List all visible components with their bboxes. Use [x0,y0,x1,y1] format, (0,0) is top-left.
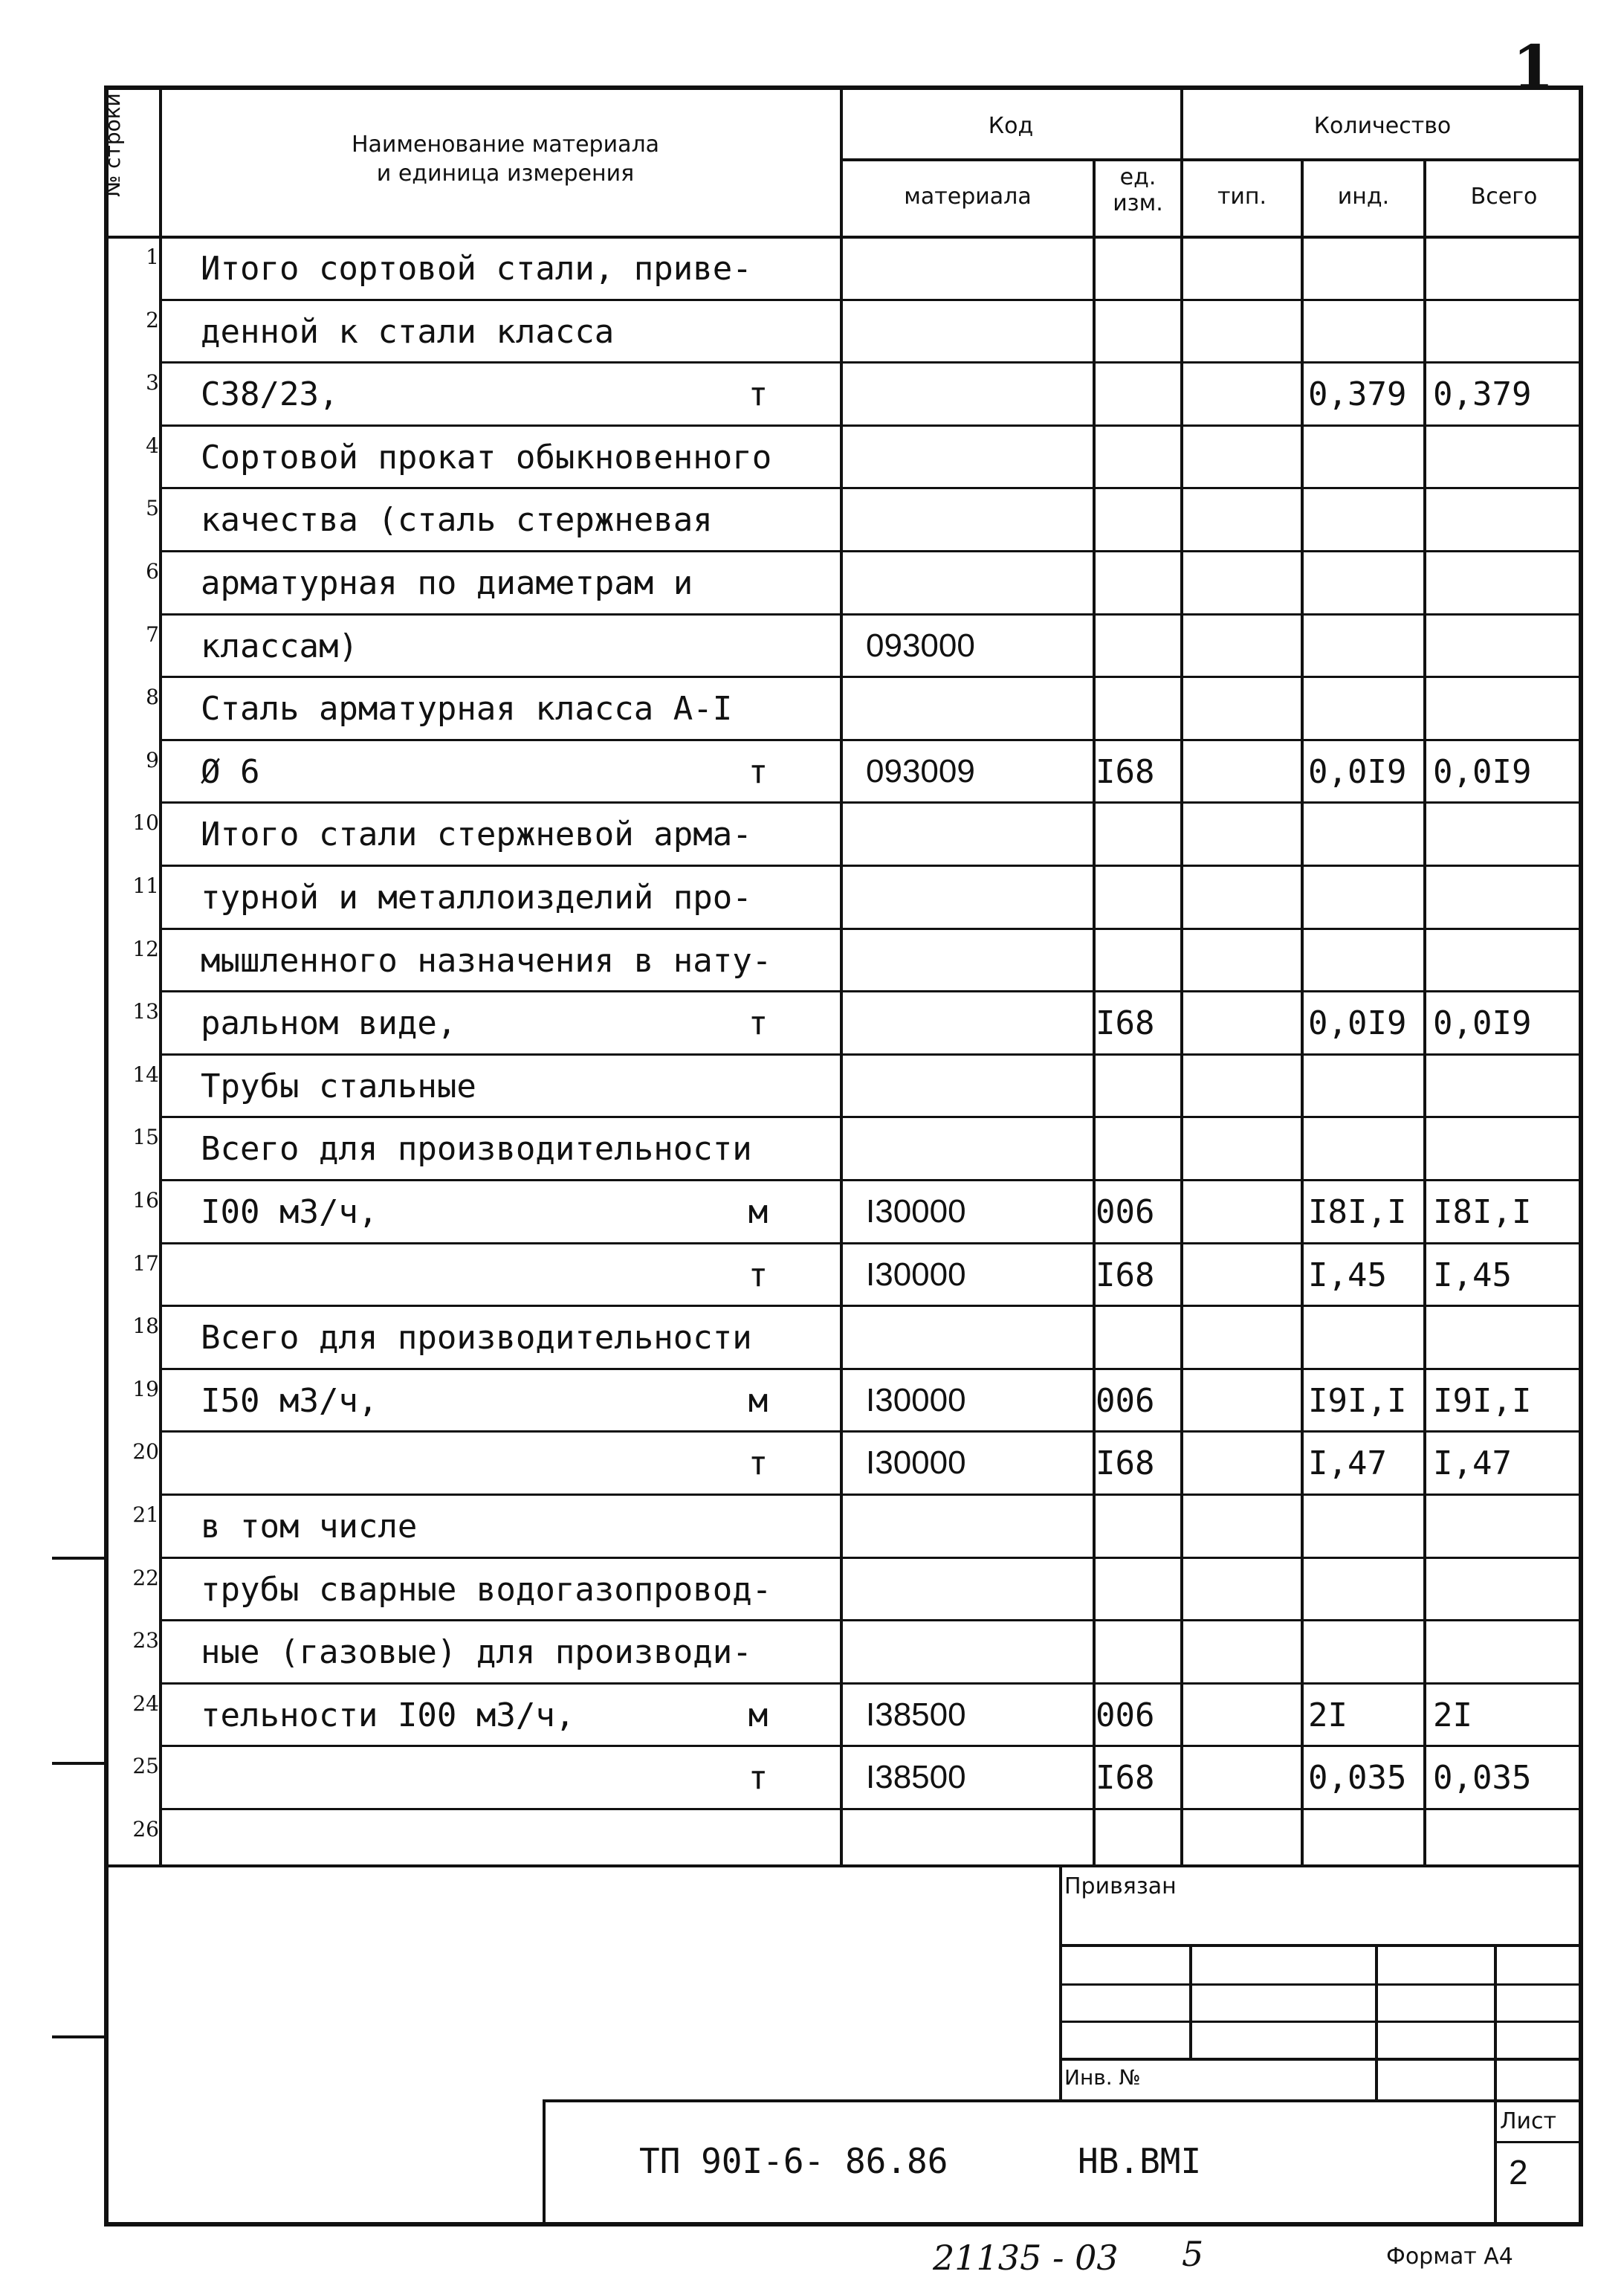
quantity-total [1433,1306,1582,1369]
material-name: Трубы стальные [201,1067,476,1105]
unit-code [1096,1306,1177,1369]
unit-code [1096,552,1177,614]
quantity-total [1433,1558,1582,1621]
material-name: денной к стали класса [201,312,615,351]
margin-tick-3 [52,2035,108,2038]
material-name: тельности I00 м3/ч, [201,1696,575,1734]
row-number: 7 [146,622,159,647]
quantity-individual: 0,035 [1308,1758,1407,1797]
unit-of-measure: т [748,375,769,413]
unit-of-measure [736,677,780,740]
unit-of-measure: т [748,752,769,791]
inventory-label: Инв. № [1064,2065,1141,2090]
col-line-typ [1301,160,1304,1866]
row-number: 4 [146,433,159,458]
material-name: качества (сталь стержневая [201,500,713,539]
footer-archive-number: 21135 - 03 [933,2238,1119,2278]
quantity-individual: I8I,I [1308,1192,1407,1231]
table-bottom-line [104,1864,1583,1867]
material-name: классам) [201,627,358,665]
quantity-individual: 0,0I9 [1308,1004,1407,1042]
quantity-total: I,45 [1433,1256,1512,1294]
page-corner-mark: 1 [1513,32,1554,102]
quantity-individual [1308,1621,1427,1683]
unit-code [1096,1809,1177,1872]
quantity-total: 0,035 [1433,1758,1532,1797]
quantity-total [1433,300,1582,363]
material-name [201,1432,810,1494]
stamp-sheet-line [1494,2141,1583,2143]
quantity-total [1433,929,1582,992]
unit-of-measure: т [748,1758,769,1797]
row-number: 22 [132,1566,159,1590]
stamp-doc-left [543,2099,546,2227]
material-code [866,237,1089,300]
quantity-individual [1308,1495,1427,1557]
material-name: Ø 6 [201,752,260,791]
unit-code [1096,677,1177,740]
row-number: 19 [132,1377,159,1401]
unit-code: 006 [1096,1192,1155,1231]
qty-ind-header: инд. [1337,184,1390,210]
code-group-header: Код [988,113,1034,139]
unit-of-measure [736,929,780,992]
material-name: Итого стали стержневой арма- [201,815,752,853]
material-name: мышленного назначения в нату- [201,941,772,980]
row-number: 21 [132,1502,159,1527]
unit-code [1096,1055,1177,1117]
quantity-total: I8I,I [1433,1192,1532,1231]
row-number: 25 [132,1754,159,1778]
quantity-individual: I,45 [1308,1256,1387,1294]
material-code [866,1809,1089,1872]
unit-code [1096,929,1177,992]
unit-of-measure [736,552,780,614]
quantity-individual [1308,1055,1427,1117]
material-code: I30000 [866,1444,966,1481]
quantity-individual [1308,488,1427,551]
stamp-line-1 [1059,1944,1583,1947]
quantity-total [1433,1055,1582,1117]
row-number: 26 [132,1817,159,1841]
unit-code [1096,1558,1177,1621]
unit-of-measure [736,866,780,929]
unit-code [1096,866,1177,929]
unit-of-measure [736,1306,780,1369]
stamp-col-3 [1494,1944,1497,2227]
material-code [866,1117,1089,1180]
unit-code [1096,426,1177,488]
material-code [866,677,1089,740]
material-code [866,426,1089,488]
quantity-individual: 2I [1308,1696,1348,1734]
quantity-total [1433,426,1582,488]
material-code [866,929,1089,992]
unit-code: 006 [1096,1381,1155,1420]
unit-of-measure [736,1117,780,1180]
material-code [866,803,1089,865]
document-suffix: НВ.ВМI [1078,2141,1202,2181]
quantity-individual [1308,677,1427,740]
row-number: 20 [132,1439,159,1464]
material-name [201,1809,810,1872]
unit-code [1096,363,1177,425]
margin-tick-1 [52,1557,108,1560]
code-material-header: материала [904,184,1032,210]
material-name: турной и металлоизделий про- [201,878,752,917]
material-code [866,992,1089,1054]
bound-label: Привязан [1064,1873,1177,1899]
col-line-rowno [159,85,162,1866]
unit-code: I68 [1096,752,1155,791]
unit-code [1096,1621,1177,1683]
unit-code: I68 [1096,1758,1155,1797]
unit-code [1096,1117,1177,1180]
quantity-total: 0,0I9 [1433,752,1532,791]
material-name: I00 м3/ч, [201,1192,378,1231]
material-code [866,1055,1089,1117]
material-code: I30000 [866,1382,966,1418]
quantity-individual [1308,1809,1427,1872]
quantity-total: 2I [1433,1696,1472,1734]
quantity-individual [1308,237,1427,300]
stamp-line-4 [1059,2058,1583,2061]
row-number: 17 [132,1251,159,1276]
material-name [201,1244,810,1306]
unit-code [1096,300,1177,363]
stamp-line-2 [1059,1983,1583,1986]
material-code [866,363,1089,425]
quantity-individual [1308,866,1427,929]
quantity-total [1433,803,1582,865]
unit-of-measure: т [748,1256,769,1294]
material-name: Итого сортовой стали, приве- [201,249,752,288]
material-code [866,1558,1089,1621]
unit-code: I68 [1096,1256,1155,1294]
unit-code [1096,803,1177,865]
unit-code: 006 [1096,1696,1155,1734]
row-number: 8 [146,685,159,709]
material-code: I38500 [866,1759,966,1795]
material-name: I50 м3/ч, [201,1381,378,1420]
stamp-col-2 [1375,1944,1378,2099]
quantity-individual [1308,1558,1427,1621]
unit-of-measure: м [748,1696,769,1734]
row-number: 10 [132,810,159,835]
row-number: 18 [132,1314,159,1338]
quantity-total: 0,379 [1433,375,1532,413]
material-name: арматурная по диаметрам и [201,564,693,602]
row-number: 3 [146,370,159,395]
row-number: 16 [132,1188,159,1212]
material-name: ральном виде, [201,1004,457,1042]
unit-of-measure: т [748,1004,769,1042]
unit-of-measure [736,1809,780,1872]
quantity-total [1433,866,1582,929]
material-code [866,300,1089,363]
quantity-total [1433,1117,1582,1180]
stamp-col-1 [1189,1944,1192,2058]
unit-of-measure [736,615,780,677]
unit-of-measure [736,803,780,865]
material-code: 093009 [866,753,975,789]
margin-tick-2 [52,1762,108,1765]
unit-of-measure [736,300,780,363]
quantity-individual [1308,615,1427,677]
material-name [201,1746,810,1809]
row-number: 24 [132,1691,159,1716]
row-number: 11 [132,874,159,898]
material-code [866,1306,1089,1369]
quantity-individual [1308,552,1427,614]
material-name: Всего для производительности [201,1129,752,1168]
quantity-total: I,47 [1433,1444,1512,1482]
stamp-line-5 [543,2099,1583,2102]
quantity-total [1433,488,1582,551]
material-code [866,1621,1089,1683]
sheet-number: 2 [1509,2153,1528,2192]
code-unit-header: ед. изм. [1113,164,1163,216]
quantity-total [1433,1621,1582,1683]
quantity-individual [1308,1306,1427,1369]
quantity-individual: 0,379 [1308,375,1407,413]
row-number-header: № строки [100,93,125,197]
col-line-name [840,85,843,1866]
quantity-group-header: Количество [1313,113,1452,139]
document-code: ТП 90I-6- 86.86 [639,2141,948,2181]
unit-of-measure [736,1055,780,1117]
quantity-total: 0,0I9 [1433,1004,1532,1042]
material-name: Всего для производительности [201,1318,752,1357]
quantity-individual: I9I,I [1308,1381,1407,1420]
unit-of-measure [736,1621,780,1683]
row-number: 13 [132,999,159,1024]
quantity-total [1433,677,1582,740]
row-number: 2 [146,308,159,332]
stamp-line-3 [1059,2021,1583,2023]
quantity-individual [1308,803,1427,865]
unit-code: I68 [1096,1444,1155,1482]
unit-of-measure [736,488,780,551]
material-code: I30000 [866,1256,966,1293]
row-number: 5 [146,496,159,520]
material-code: I30000 [866,1193,966,1230]
quantity-individual [1308,300,1427,363]
quantity-total [1433,1495,1582,1557]
row-number: 15 [132,1125,159,1149]
unit-of-measure: м [748,1192,769,1231]
material-name: ные (газовые) для производи- [201,1633,752,1671]
qty-typ-header: тип. [1217,184,1267,210]
quantity-total [1433,552,1582,614]
material-name: Сортовой прокат обыкновенного [201,438,772,477]
material-code [866,488,1089,551]
sheet-label: Лист [1500,2108,1557,2134]
quantity-individual: 0,0I9 [1308,752,1407,791]
row-number: 9 [146,748,159,772]
unit-of-measure: т [748,1444,769,1482]
unit-code: I68 [1096,1004,1155,1042]
material-name: С38/23, [201,375,339,413]
row-number: 23 [132,1628,159,1653]
material-code: 093000 [866,627,975,664]
row-number: 14 [132,1062,159,1087]
unit-code [1096,488,1177,551]
material-code [866,1495,1089,1557]
quantity-individual [1308,929,1427,992]
col-line-unit [1180,85,1183,1866]
header-subline [840,158,1583,161]
material-code [866,866,1089,929]
footer-page-number: 5 [1182,2234,1204,2274]
footer-format: Формат А4 [1386,2244,1513,2270]
material-code [866,552,1089,614]
row-number: 6 [146,559,159,584]
unit-code [1096,237,1177,300]
unit-of-measure: м [748,1381,769,1420]
unit-code [1096,1495,1177,1557]
material-code: I38500 [866,1696,966,1733]
unit-code [1096,615,1177,677]
quantity-individual [1308,1117,1427,1180]
unit-of-measure [736,426,780,488]
material-name: Сталь арматурная класса А-I [201,689,733,728]
unit-of-measure [736,1558,780,1621]
quantity-individual [1308,426,1427,488]
quantity-individual: I,47 [1308,1444,1387,1482]
material-name: трубы сварные водогазопровод- [201,1570,772,1609]
quantity-total [1433,615,1582,677]
row-number: 1 [146,245,159,269]
qty-total-header: Всего [1470,184,1538,210]
unit-of-measure [736,1495,780,1557]
unit-of-measure [736,237,780,300]
name-column-header: Наименование материала и единица измерения [351,132,660,187]
quantity-total [1433,1809,1582,1872]
material-name: в том числе [201,1507,418,1546]
quantity-total: I9I,I [1433,1381,1532,1420]
row-number: 12 [132,937,159,961]
quantity-total [1433,237,1582,300]
